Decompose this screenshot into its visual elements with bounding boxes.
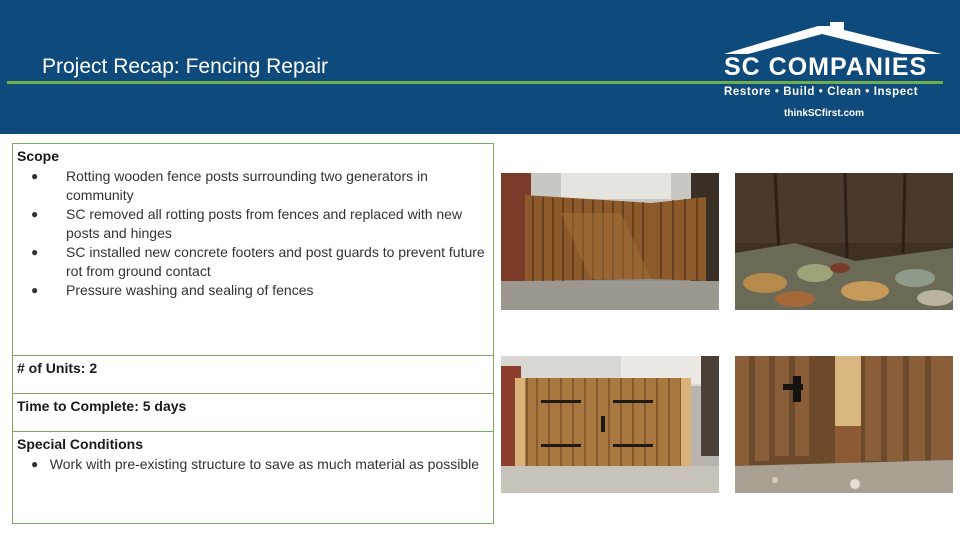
header-band (0, 0, 960, 134)
photo-fence-after (501, 356, 719, 493)
bullet-icon: ● (31, 283, 39, 297)
house-roof-icon (722, 20, 946, 56)
time-label: Time to Complete: 5 days (17, 398, 187, 414)
scope-heading: Scope (17, 148, 60, 164)
logo-brand: SC COMPANIES (724, 53, 928, 81)
logo-tagline: Restore • Build • Clean • Inspect (724, 86, 919, 98)
slide-title: Project Recap: Fencing Repair (42, 55, 328, 78)
units-label: # of Units: 2 (17, 360, 98, 376)
bullet-icon: ● (31, 457, 39, 471)
bullet-icon: ● (31, 245, 39, 259)
bullet-icon: ● (31, 169, 39, 183)
list-item: ● SC removed all rotting posts from fences and replaced with new posts and hinges (31, 206, 463, 241)
list-item: ● Pressure washing and sealing of fences (31, 282, 314, 298)
list-item: ● Work with pre-existing structure to save as much material as possible (31, 456, 480, 472)
units-cell (13, 355, 493, 393)
company-logo (720, 18, 950, 128)
logo-url: thinkSCfirst.com (784, 108, 865, 119)
special-heading: Special Conditions (17, 436, 144, 452)
photo-new-post-guard (735, 356, 953, 493)
list-item: ● Rotting wooden fence posts surrounding two generators in community (31, 168, 428, 203)
list-item: ● SC installed new concrete footers and post guards to prevent future rot from ground contact (31, 244, 485, 279)
scope-cell (13, 144, 493, 355)
photo-rotted-post (735, 173, 953, 310)
special-cell (13, 431, 493, 523)
photo-fence-before (501, 173, 719, 310)
bullet-icon: ● (31, 207, 39, 221)
scope-list (17, 167, 489, 300)
recap-table (12, 143, 494, 524)
time-cell (13, 393, 493, 431)
